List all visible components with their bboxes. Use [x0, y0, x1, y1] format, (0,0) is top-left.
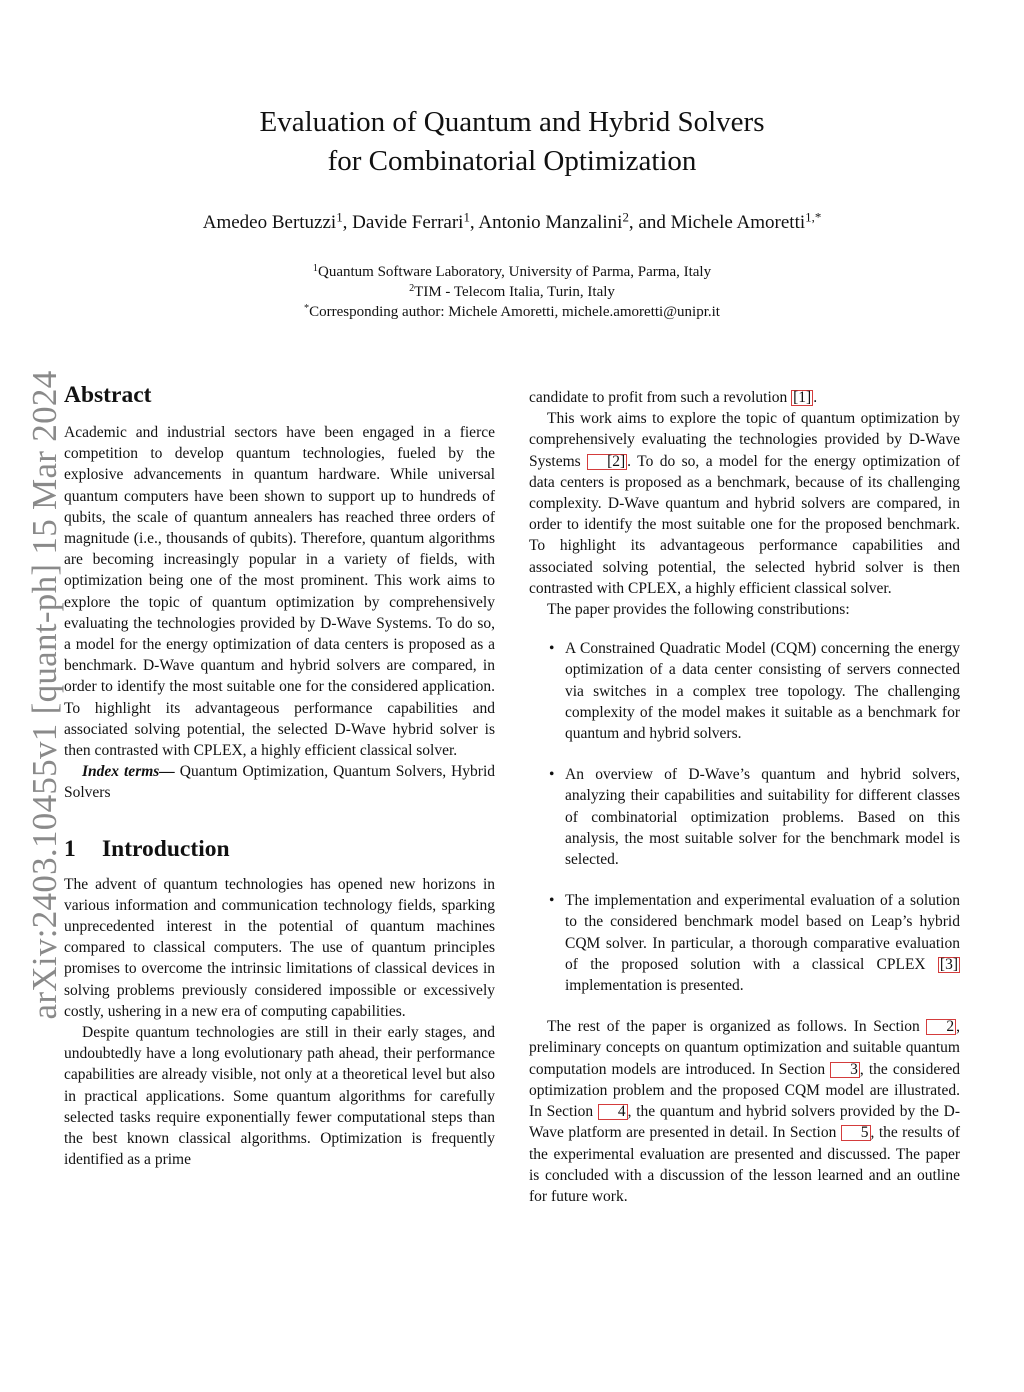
contributions-list — [529, 638, 960, 996]
intro-paragraph-2: Despite quantum technologies are still in their early stages, and undoubtedly have a long evolutionary path ahead, their performance capabilities are already visible, not only at a theoretical level but also in practical applications. Some quantum algorithms for carefully selected tasks require exponentially fewer computational steps than the best known classical algorithms. Optimization is frequently identified as a prime — [64, 1024, 495, 1169]
index-terms-label: Index terms— — [82, 763, 175, 781]
author-mark: 2 — [622, 209, 629, 225]
affiliation-text: Quantum Software Laboratory, University of Parma, Parma, Italy — [318, 264, 712, 280]
section-link[interactable]: 2 — [926, 1019, 956, 1035]
section-title: Introduction — [102, 835, 230, 862]
author-name: Amedeo Bertuzzi — [202, 212, 337, 233]
citation-link[interactable]: [3] — [939, 955, 958, 973]
title-line-1: Evaluation of Quantum and Hybrid Solvers — [259, 106, 765, 138]
affiliation-mark: 2 — [409, 282, 415, 294]
affiliation-mark: 1 — [312, 262, 318, 274]
intro-paragraph-2-continued: candidate to profit from such a revolution [1] . — [529, 389, 818, 406]
affiliation-text: Corresponding author: Michele Amoretti, michele.amoretti@unipr.it — [309, 304, 720, 320]
list-item: • The implementation and experimental evaluation of a solution to the considered benchmark model based on Leap’s hybrid CQM solver. In particular, a thorough comparative evaluation of the proposed solution with a classical CPLEX [3] implementation is presented. — [529, 890, 960, 996]
section-heading-introduction — [64, 834, 495, 864]
affiliations — [0, 262, 1024, 322]
index-terms-text: Quantum Optimization, Quantum Solvers, Hybrid Solvers — [64, 763, 495, 802]
section-link[interactable]: 3 — [830, 1062, 860, 1078]
author-mark: 1 — [463, 209, 470, 225]
right-column — [529, 387, 960, 1207]
abstract-heading: Abstract — [64, 382, 152, 408]
affiliation — [0, 302, 1024, 322]
intro-paragraph-1: The advent of quantum technologies has opened new horizons in various information and communication technology fields, sparking unprecedented interest in the potential of quantum machines compared to classical computers. The use of quantum principles promises to overcome the intrinsic limitations of classical devices in solving problems previously considered impossible or excessively costly, ushering in a new era of computing capabilities. — [64, 875, 495, 1020]
list-item: • An overview of D-Wave’s quantum and hybrid solvers, analyzing their capabilities and suitability for different classes of combinatorial optimization problems. Based on this analysis, the most suitable solver for the benchmark model is selected. — [529, 764, 960, 870]
paper-title — [0, 103, 1024, 181]
affiliation — [0, 262, 1024, 282]
intro-paragraph-4: The paper provides the following constributions: — [547, 601, 850, 619]
section-link[interactable]: 5 — [841, 1125, 871, 1141]
citation-link[interactable]: [2] — [587, 454, 627, 470]
author-name: Davide Ferrari — [352, 212, 464, 233]
author-mark: 1 — [336, 209, 343, 225]
author-mark: 1,* — [805, 209, 822, 225]
author-separator: , — [342, 212, 353, 233]
arxiv-id: arXiv:2403.10455v1 [quant-ph] 15 Mar 2024 — [25, 370, 64, 1020]
list-item: • A Constrained Quadratic Model (CQM) concerning the energy optimization of a data center consisting of servers connected via switches in a complex tree topology. The challenging complexity of the model makes it suitable as a benchmark for quantum and hybrid solvers. — [529, 638, 960, 744]
intro-paragraph-3: This work aims to explore the topic of quantum optimization by comprehensively evaluating the technologies provided by D-Wave Systems [2] . To do so, a model for the energy optimization of data centers is proposed as a benchmark, because of its challenging complexity. D-Wave quantum and hybrid solvers are compared, in order to identify the most suitable one for the proposed benchmark. To highlight its advantageous performance capabilities and associated solving potential, the selected hybrid solver is then contrasted with CPLEX, a highly efficient classical solver. — [529, 410, 960, 597]
intro-paragraph-outline: The rest of the paper is organized as follows. In Section 2 , preliminary concepts on quantum optimization and suitable quantum computation models are introduced. In Section 3 , the considered optimization problem and the proposed CQM model are illustrated. In Section 4 , the quantum and hybrid solvers provided by the D-Wave platform are presented in detail. In Section 5 , the results of the experimental evaluation are presented and discussed. The paper is concluded with a discussion of the lesson learned and an outline for future work. — [529, 1018, 961, 1205]
author-name: Antonio Manzalini — [478, 212, 623, 233]
author-list — [0, 209, 1024, 234]
affiliation-mark: * — [304, 302, 310, 314]
abstract-text: Academic and industrial sectors have been engaged in a fierce competition to develop quantum technologies, fueled by the explosive advancements in quantum hardware. While universal quantum computers have been shown to support up to hundreds of qubits, the scale of quantum annealers has reached three orders of magnitude (i.e., thousands of qubits). Therefore, quantum algorithms are becoming increasingly popular in a variety of fields, with optimization being one of the most prominent. This work aims to explore the topic of quantum optimization by comprehensively evaluating the technologies provided by D-Wave Systems. To do so, a model for the energy optimization of data centers is proposed as a benchmark. D-Wave quantum and hybrid solvers are compared, in order to identify the most suitable one for the considered application. To highlight its advantageous performance capabilities and associated solving potential, the selected D-Wave hybrid solver is then contrasted with CPLEX, a highly efficient classical solver. — [64, 424, 495, 760]
author-separator: , and — [628, 212, 671, 233]
section-number: 1 — [64, 835, 76, 862]
citation-link[interactable]: [1] — [793, 389, 812, 406]
affiliation-text: TIM - Telecom Italia, Turin, Italy — [414, 284, 615, 300]
author-name: Michele Amoretti — [670, 212, 806, 233]
index-terms — [64, 761, 495, 803]
title-line-2: for Combinatorial Optimization — [327, 145, 697, 177]
affiliation — [0, 282, 1024, 302]
section-link[interactable]: 4 — [598, 1104, 628, 1120]
author-separator: , — [469, 212, 479, 233]
left-column — [64, 380, 495, 1171]
